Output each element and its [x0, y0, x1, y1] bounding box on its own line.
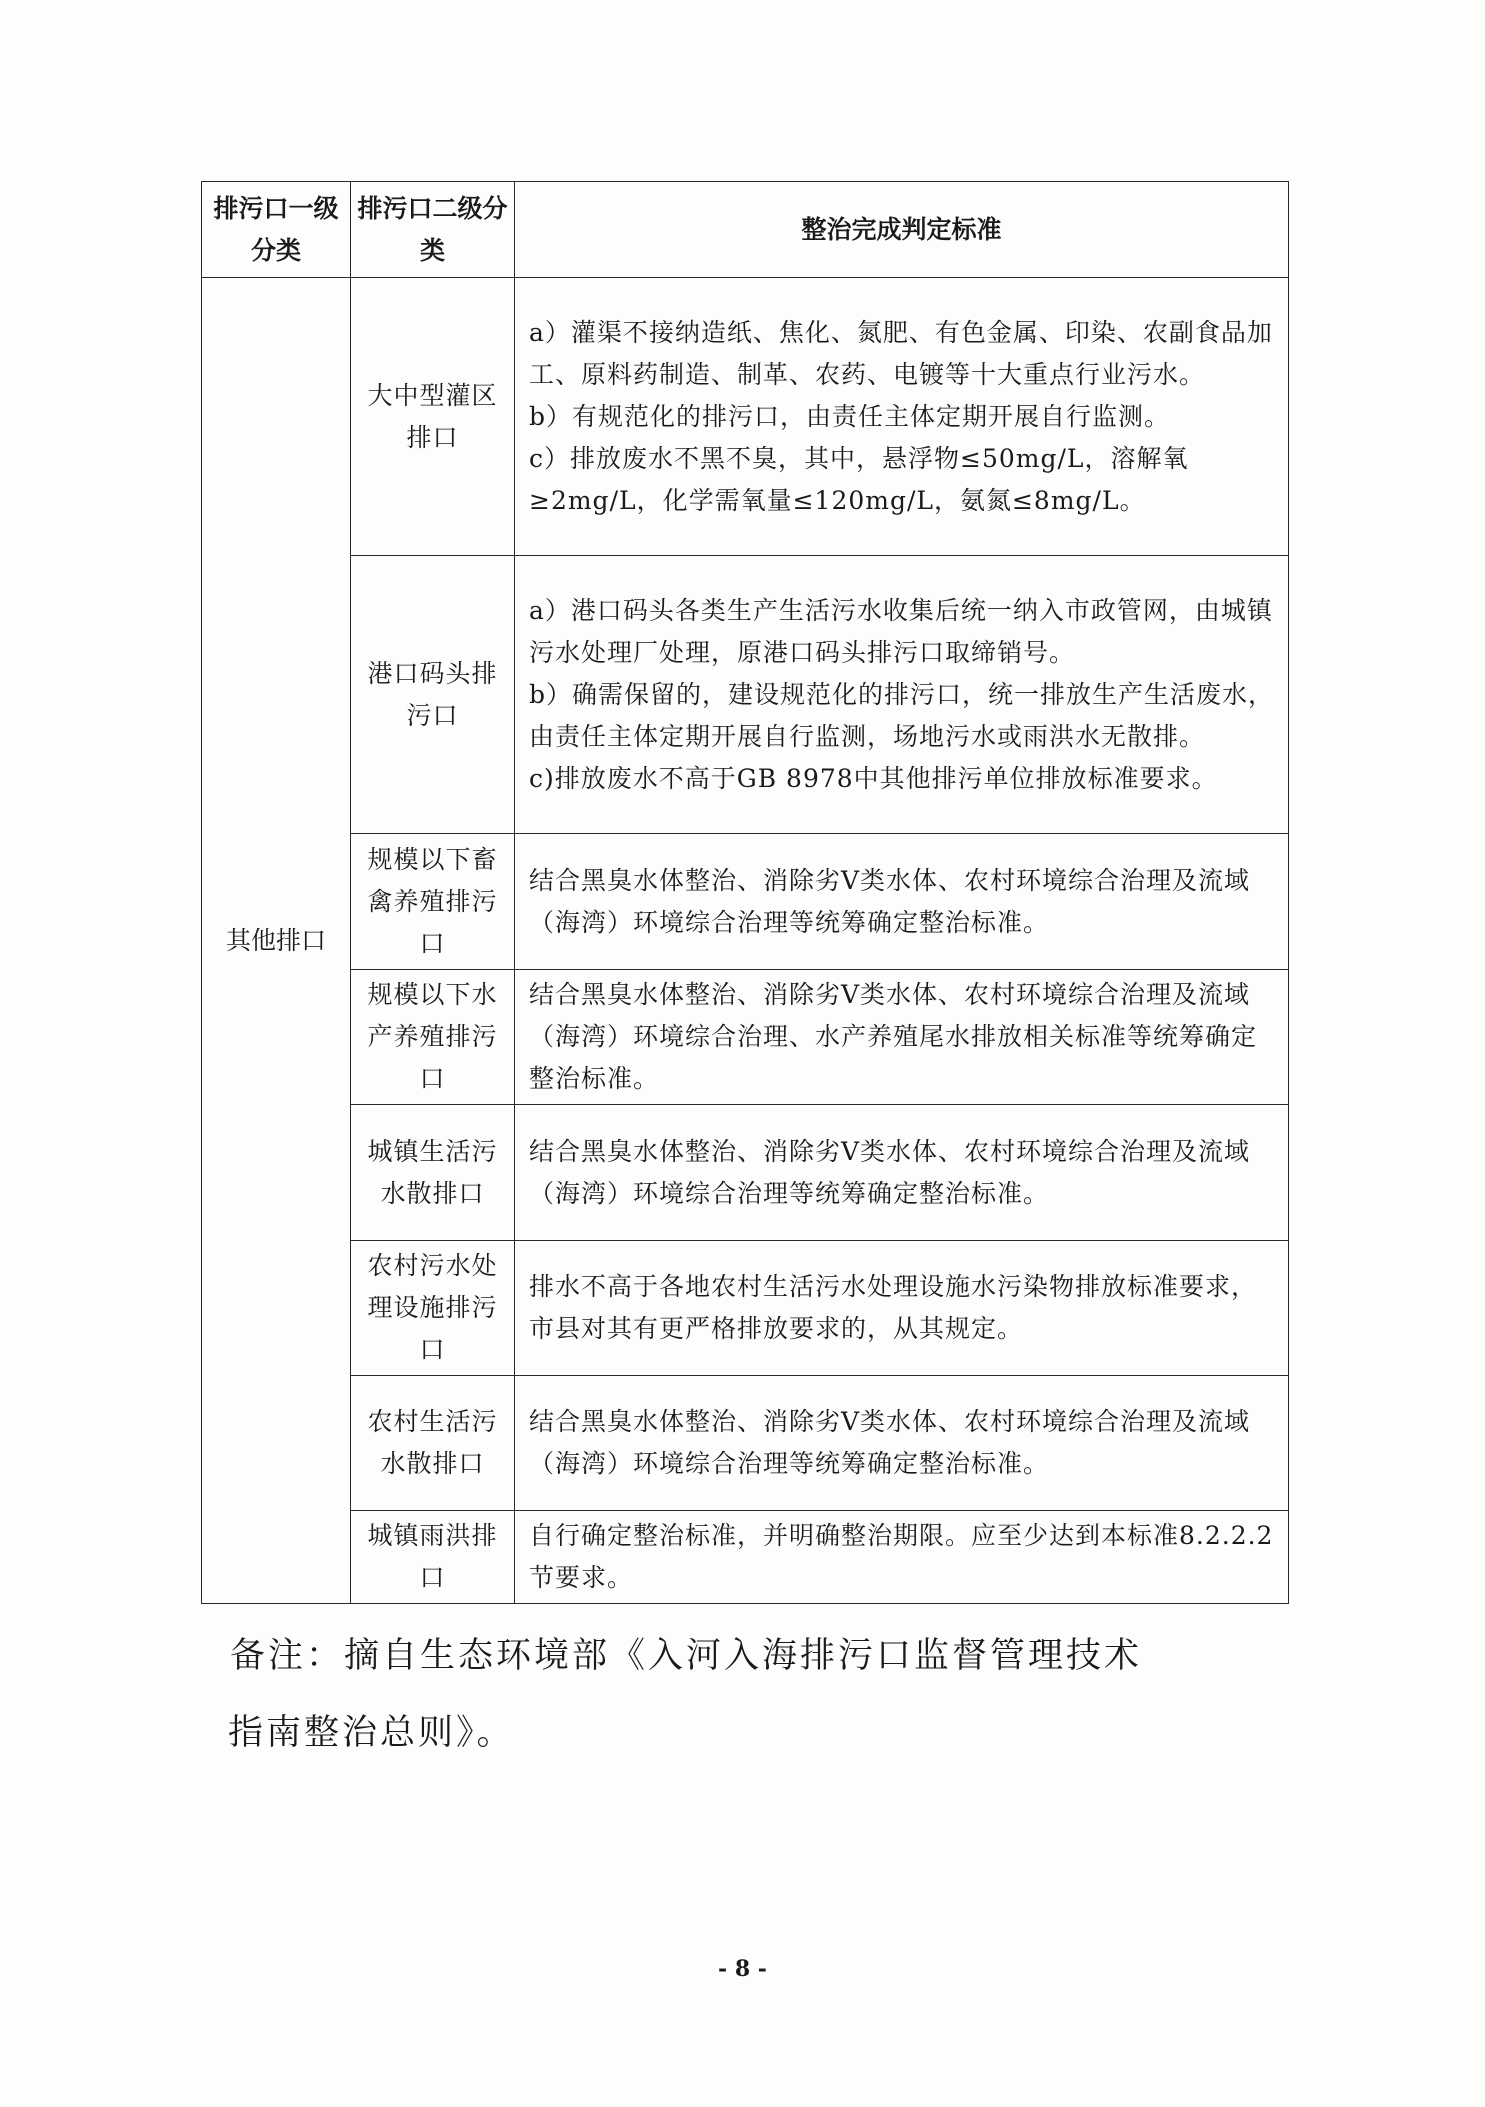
- criteria-item: 自行确定整治标准，并明确整治期限。应至少达到本标准8.2.2.2节要求。: [529, 1521, 1274, 1592]
- table-row: [202, 278, 1289, 556]
- criteria-item: 结合黑臭水体整治、消除劣V类水体、农村环境综合治理及流域（海湾）环境综合治理等统筹确定整治标准。: [529, 1407, 1251, 1478]
- header-secondary-category: 排污口二级分类: [351, 182, 515, 278]
- criteria-cell: [515, 556, 1289, 834]
- criteria-item: c）排放废水不黑不臭，其中，悬浮物≤50mg/L，溶解氧≥2mg/L，化学需氧量≤120mg/L，氨氮≤8mg/L。: [529, 443, 1189, 515]
- criteria-item: b）确需保留的，建设规范化的排污口，统一排放生产生活废水，由责任主体定期开展自行监测，场地污水或雨洪水无散排。: [529, 679, 1275, 751]
- criteria-item: a）港口码头各类生产生活污水收集后统一纳入市政管网，由城镇污水处理厂处理，原港口码头排污口取缔销号。: [529, 595, 1273, 667]
- criteria-item: 结合黑臭水体整治、消除劣V类水体、农村环境综合治理及流域（海湾）环境综合治理等统筹确定整治标准。: [529, 865, 1251, 937]
- secondary-category-cell: 城镇雨洪排口: [351, 1511, 515, 1604]
- criteria-cell: [515, 1376, 1289, 1511]
- criteria-cell: [515, 278, 1289, 556]
- criteria-item: c)排放废水不高于GB 8978中其他排污单位排放标准要求。: [529, 763, 1218, 793]
- table-row: [202, 834, 1289, 970]
- secondary-category-cell: 规模以下畜禽养殖排污口: [351, 834, 515, 970]
- criteria-item: a）灌渠不接纳造纸、焦化、氮肥、有色金属、印染、农副食品加工、原料药制造、制革、农药、电镀等十大重点行业污水。: [529, 317, 1273, 389]
- criteria-item: 结合黑臭水体整治、消除劣V类水体、农村环境综合治理及流域（海湾）环境综合治理、水产养殖尾水排放相关标准等统筹确定整治标准。: [529, 980, 1258, 1093]
- criteria-cell: [515, 1105, 1289, 1241]
- secondary-category-cell: 规模以下水产养殖排污口: [351, 970, 515, 1105]
- remark-note: [230, 1618, 1290, 1772]
- criteria-cell: [515, 1241, 1289, 1376]
- header-primary-category: 排污口一级分类: [202, 182, 351, 278]
- table-row: [202, 556, 1289, 834]
- criteria-cell: [515, 970, 1289, 1105]
- table-header-row: [202, 182, 1289, 278]
- secondary-category-cell: 农村污水处理设施排污口: [351, 1241, 515, 1376]
- page-number: - 8 -: [718, 1956, 767, 1982]
- criteria-item: 排水不高于各地农村生活污水处理设施水污染物排放标准要求，市县对其有更严格排放要求的，从其规定。: [529, 1272, 1258, 1343]
- secondary-category-cell: 城镇生活污水散排口: [351, 1105, 515, 1241]
- header-criteria: 整治完成判定标准: [515, 182, 1289, 278]
- standards-table: [201, 181, 1289, 1604]
- table-row: [202, 1376, 1289, 1511]
- table-row: [202, 1241, 1289, 1376]
- remark-line-1: 备注：摘自生态环境部《入河入海排污口监督管理技术: [230, 1636, 1143, 1676]
- table-row: [202, 1511, 1289, 1604]
- secondary-category-cell: 农村生活污水散排口: [351, 1376, 515, 1511]
- table-row: [202, 970, 1289, 1105]
- remark-line-2: 指南整治总则》。: [228, 1713, 515, 1753]
- criteria-cell: [515, 1511, 1289, 1604]
- criteria-item: b）有规范化的排污口，由责任主体定期开展自行监测。: [529, 401, 1171, 431]
- secondary-category-cell: 港口码头排污口: [351, 556, 515, 834]
- table-row: [202, 1105, 1289, 1241]
- primary-category-cell: 其他排口: [202, 278, 351, 1604]
- criteria-cell: [515, 834, 1289, 970]
- criteria-item: 结合黑臭水体整治、消除劣V类水体、农村环境综合治理及流域（海湾）环境综合治理等统筹确定整治标准。: [529, 1136, 1251, 1208]
- secondary-category-cell: 大中型灌区排口: [351, 278, 515, 556]
